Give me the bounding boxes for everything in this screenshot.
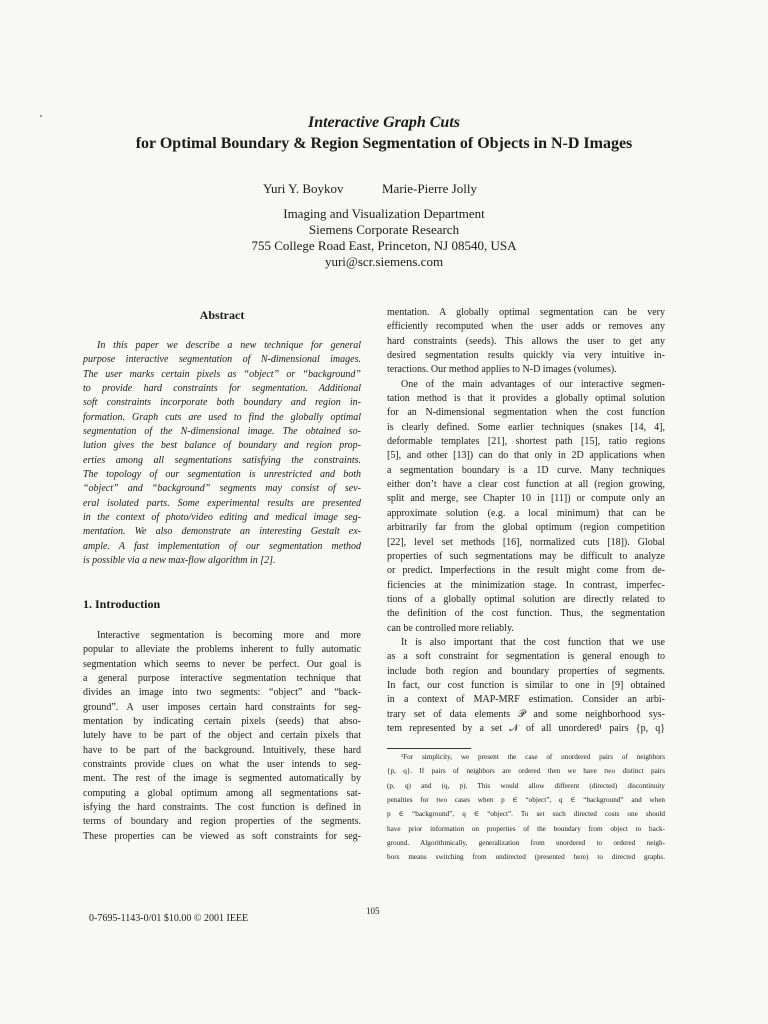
abstract-line: In this paper we describe a new technique for general <box>97 340 361 351</box>
footnote-line: have prior information on properties of the boundary from object to back- <box>387 824 665 833</box>
body-line: Interactive segmentation is becoming more and more <box>97 630 361 641</box>
footnote-line: ¹For simplicity, we present the case of unordered pairs of neighbors <box>401 753 665 761</box>
footnote-line: bors means switching from undirected (presented here) to directed graphs. <box>387 853 665 862</box>
body-line: desired segmentation results quickly via very intuitive in- <box>387 350 665 362</box>
abstract-line: is possible via a new max-flow algorithm in [2]. <box>83 555 276 567</box>
body-line: mentation by indicating certain pixels (seeds) that abso- <box>83 716 361 728</box>
body-line: have to be part of the background. Intuitively, these hard <box>83 744 361 756</box>
body-line: tem represented by a set 𝒩 of all unordered¹ pairs {p, q} <box>387 722 665 734</box>
body-line: mentation. A globally optimal segmentation can be very <box>387 307 665 318</box>
body-line: teractions. Our method applies to N-D images (volumes). <box>387 364 617 376</box>
abstract-line: formation. Graph cuts are used to find the globally optimal <box>83 411 361 423</box>
paper-title-line2: for Optimal Boundary & Region Segmentation of Objects in N-D Images <box>135 135 633 152</box>
body-line: for an N-dimensional segmentation when the cost function <box>387 407 665 419</box>
body-line: terms of boundary and region properties of the segments. <box>83 816 361 828</box>
page-number: 105 <box>366 906 380 916</box>
body-line: ment. The rest of the image is segmented automatically by <box>83 773 361 785</box>
author-name: Marie-Pierre Jolly <box>382 181 477 196</box>
body-line: arbitrarily far from the global optimum (region competition <box>387 522 665 534</box>
abstract-line: “object” and “background” segments may consist of sev- <box>83 483 361 495</box>
body-line: a general purpose interactive segmentation technique that <box>83 673 361 685</box>
abstract-line: mentation. We also demonstrate an interesting Gestalt ex- <box>83 526 361 538</box>
author-name: Yuri Y. Boykov <box>263 181 344 196</box>
body-line: can be controlled more reliably. <box>387 622 514 634</box>
footnote-line: {p, q}. If pairs of neighbors are ordered then we have two distinct pairs <box>387 767 665 776</box>
footnote-line: p ∈ “background”, q ∈ “object”. To set such directed costs one should <box>387 810 665 819</box>
footnote-line: penalties for two cases when p ∈ “object”, q ∈ “background” and when <box>387 796 665 805</box>
body-line: [5], and other [13]) can do that only in 2D applications when <box>387 450 665 462</box>
section-heading-introduction: 1. Introduction <box>83 597 161 611</box>
footnote <box>387 752 665 867</box>
introduction-body <box>83 629 361 844</box>
abstract-line: soft constraints incorporate both boundary and region in- <box>83 397 361 409</box>
affiliation <box>0 206 768 270</box>
body-line: a segmentation boundary is a 1D curve. Many techniques <box>387 464 665 476</box>
copyright-line: 0-7695-1143-0/01 $10.00 © 2001 IEEE <box>89 913 249 924</box>
body-line: It is also important that the cost function that we use <box>401 636 665 648</box>
body-line: lutely have to be part of the object and certain pixels that <box>83 730 361 742</box>
body-line: deformable templates [21], shortest path [15], ratio regions <box>387 436 665 448</box>
abstract-line: in the context of photo/video editing and medical image seg- <box>83 512 361 524</box>
abstract-line: erties among all segmentations satisfying the constraints. <box>83 454 361 466</box>
body-line: tation method is that it provides a globally optimal solution <box>387 393 665 405</box>
footnote-divider <box>387 748 471 749</box>
body-line: hard constraints (seeds). This allows the user to get any <box>387 335 665 347</box>
abstract-line: to provide hard constraints for segmentation. Additional <box>83 383 361 395</box>
footnote-line: (p, q) and (q, p). This would allow different (directed) discontinuity <box>387 781 665 790</box>
body-line: efficiently recomputed when the user adds or removes any <box>387 321 665 333</box>
body-line: is clearly defined. Some earlier techniques (snakes [14, 4], <box>387 421 665 433</box>
body-line: tions of a globally optimal solution are directly related to <box>387 593 665 605</box>
affiliation-line: Imaging and Visualization Department <box>283 206 485 221</box>
body-line: These properties can be viewed as soft constraints for seg- <box>83 830 361 842</box>
body-line: split and merge, see Chapter 10 in [11]) or compute only an <box>387 493 665 505</box>
body-line: constraints provide clues on what the user intends to seg- <box>83 759 361 771</box>
abstract-line: lution gives the best balance of boundary and region prop- <box>83 440 361 452</box>
abstract-body <box>83 339 361 569</box>
body-line: divides an image into two segments: “object” and “back- <box>83 687 361 699</box>
abstract-line: The user marks certain pixels as “object” or “background” <box>83 368 361 380</box>
affiliation-line: 755 College Road East, Princeton, NJ 08540, USA <box>251 238 517 253</box>
body-line: popular to alleviate the problems inherent to fully automatic <box>83 644 361 656</box>
body-line: either don’t have a clear cost function at all (region growing, <box>387 479 665 491</box>
body-line: computing a global optimum among all segmentations sat- <box>83 787 361 799</box>
body-line: as a soft constraint for segmentation is general enough to <box>387 651 665 663</box>
abstract-line: segmentation of the N-dimensional image. The obtained so- <box>83 426 361 438</box>
body-line: ficiencies at the minimization stage. In contrast, imperfec- <box>387 579 665 591</box>
author-email: yuri@scr.siemens.com <box>324 254 444 269</box>
body-line: or predict. Imperfections in the result might come from de- <box>387 565 665 577</box>
body-line: One of the main advantages of our interactive segmen- <box>401 378 665 390</box>
body-line: ground”. A user imposes certain hard constraints for seg- <box>83 701 361 713</box>
body-line: segmentation which seems to never be perfect. Our goal is <box>83 658 361 670</box>
body-line: [22], level set methods [16], normalized cuts [18]). Global <box>387 536 665 548</box>
affiliation-line: Siemens Corporate Research <box>308 222 460 237</box>
abstract-line: The topology of our segmentation is unrestricted and both <box>83 469 361 481</box>
body-line: include both region and boundary properties of segments. <box>387 665 665 677</box>
body-line: trary set of data elements 𝒫 and some neighborhood sys- <box>387 708 665 720</box>
body-line: in a context of MAP-MRF estimation. Consider an arbi- <box>387 694 665 706</box>
right-column-body <box>387 306 665 736</box>
body-line: the definition of the cost function. Thus, the segmentation <box>387 608 665 620</box>
abstract-line: ample. A fast implementation of our segmentation method <box>83 540 361 552</box>
abstract-line: eral isolated parts. Some experimental results are presented <box>83 497 361 509</box>
body-line: approximate solution (e.g. a local minimum) that can be <box>387 507 665 519</box>
body-line: properties of such segmentations may be difficult to analyze <box>387 550 665 562</box>
abstract-line: purpose interactive segmentation of N-dimensional images. <box>83 354 361 366</box>
abstract-heading: Abstract <box>199 308 245 322</box>
paper-title-line1: Interactive Graph Cuts <box>307 114 460 131</box>
body-line: isfying the hard constraints. The cost function is defined in <box>83 802 361 814</box>
body-line: In fact, our cost function is similar to one in [9] obtained <box>387 679 665 691</box>
footnote-line: ground. Algorithmically, generalization from unordered to ordered neigh- <box>387 839 665 848</box>
